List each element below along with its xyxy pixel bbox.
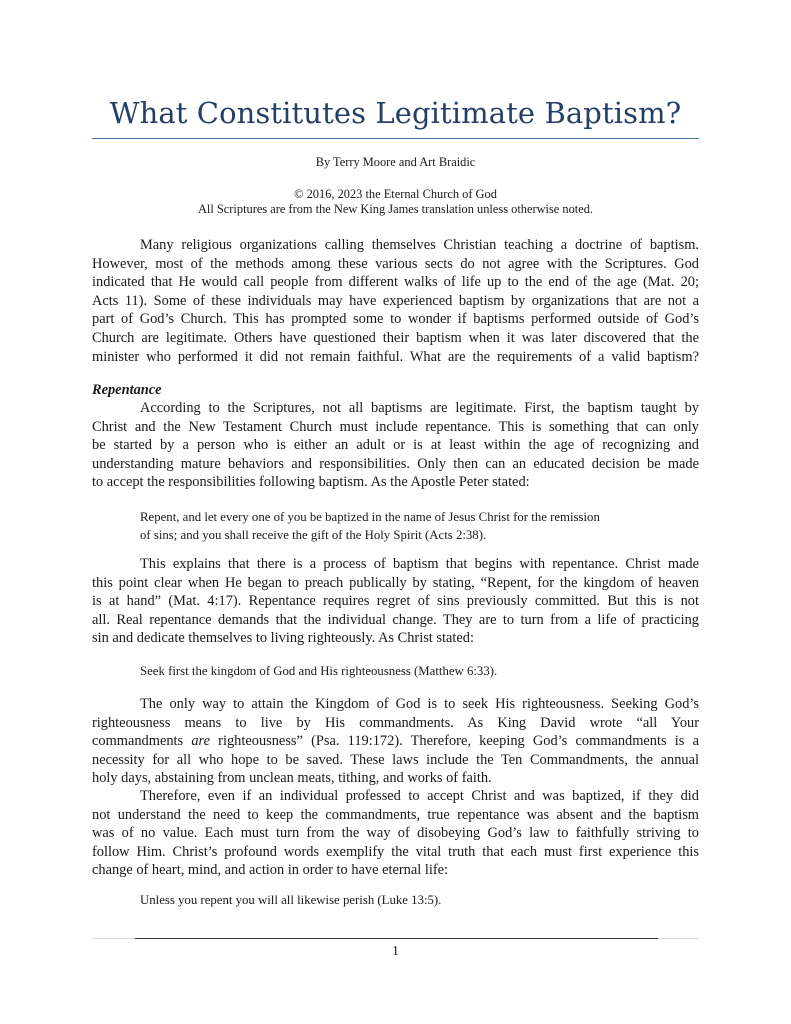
paragraph-line [92,732,699,751]
section-heading-repentance: Repentance [92,382,162,398]
paragraph-line: all. Real repentance demands that the individual change. They are to turn from a life of practicing [92,611,699,628]
paragraph-line: indicated that He would call people from different walks of life up to the end of the age (Mat. 20; [92,274,699,291]
paragraph-line: this point clear when He began to preach publically by stating, “Repent, for the kingdom of heaven [92,574,699,591]
paragraph-line: The only way to attain the Kingdom of God is to seek His righteousness. Seeking God’s [140,696,699,712]
paragraph-intro [92,236,699,366]
quote-line: Repent, and let every one of you be baptized in the name of Jesus Christ for the remission [140,510,600,524]
paragraph-line: Therefore, even if an individual professed to accept Christ and was baptized, if they did [140,788,699,804]
paragraph-line: According to the Scriptures, not all baptisms are legitimate. First, the baptism taught by [140,400,699,416]
paragraph-line: change of heart, mind, and action in order to have eternal life: [92,862,449,879]
paragraph-line: to accept the responsibilities following baptism. As the Apostle Peter stated: [92,474,530,491]
title-underline [92,138,699,139]
footer-rule [135,938,658,939]
paragraph-righteousness [92,695,699,788]
paragraph-line: Church are legitimate. Others have questioned their baptism when it was later discovered that the [92,329,699,346]
paragraph-line: was of no value. Each must turn from the way of disobeying God’s law to faithfully striving to [92,825,699,842]
paragraph-line: part of God’s Church. This has prompted some to wonder if baptisms performed outside of God’s [92,311,699,328]
copyright-block [92,187,699,217]
scripture-quote-acts [140,508,680,544]
paragraph-line: be started by a person who is either an adult or is at least within the age of recognizing and [92,437,699,454]
paragraph-conclusion [92,787,699,880]
paragraph-line: This explains that there is a process of baptism that begins with repentance. Christ made [140,556,699,572]
paragraph-line: Acts 11). Some of these individuals may have experienced baptism by organizations that are not a [92,292,699,309]
paragraph-line: However, most of the methods among these various sects do not agree with the Scriptures. God [92,255,699,272]
byline: By Terry Moore and Art Braidic [315,155,476,169]
line-text: commandments [92,733,192,750]
document-title: What Constitutes Legitimate Baptism? [109,96,682,130]
paragraph-line: Many religious organizations calling themselves Christian teaching a doctrine of baptism. [140,237,699,253]
paragraph-process [92,555,699,648]
scripture-quote-matthew: Seek first the kingdom of God and His righteousness (Matthew 6:33). [140,664,498,678]
paragraph-line: understanding mature behaviors and responsibilities. Only then can an educated decision be made [92,455,699,472]
page-number: 1 [392,944,399,959]
emphasis-text: are [191,733,210,750]
scripture-quote-luke: Unless you repent you will all likewise perish (Luke 13:5). [140,893,442,907]
paragraph-line: minister who performed it did not remain faithful. What are the requirements of a valid baptism? [92,348,699,365]
paragraph-line: not understand the need to keep the commandments, true repentance was absent and the baptism [92,806,699,823]
paragraph-repentance [92,399,699,492]
paragraph-line: Christ and the New Testament Church must include repentance. This is something that can only [92,418,699,435]
paragraph-line: follow Him. Christ’s profound words exemplify the vital truth that each must first experience this [92,843,699,860]
copyright-line: © 2016, 2023 the Eternal Church of God [294,187,497,201]
quote-line: of sins; and you shall receive the gift of the Holy Spirit (Acts 2:38). [140,528,487,542]
paragraph-line: necessity for all who hope to be saved. These laws include the Ten Commandments, the annual [92,751,699,768]
paragraph-line: righteousness means to live by His commandments. As King David wrote “all Your [92,714,699,731]
paragraph-line: sin and dedicate themselves to living righteously. As Christ stated: [92,630,474,647]
paragraph-line: is at hand” (Mat. 4:17). Repentance requires regret of sins previously committed. But this is not [92,593,699,610]
paragraph-line: holy days, abstaining from unclean meats, tithing, and works of faith. [92,770,492,787]
line-text: righteousness” (Psa. 119:172). Therefore, keeping God’s commandments is a [209,733,699,750]
scripture-note: All Scriptures are from the New King James translation unless otherwise noted. [197,202,594,216]
